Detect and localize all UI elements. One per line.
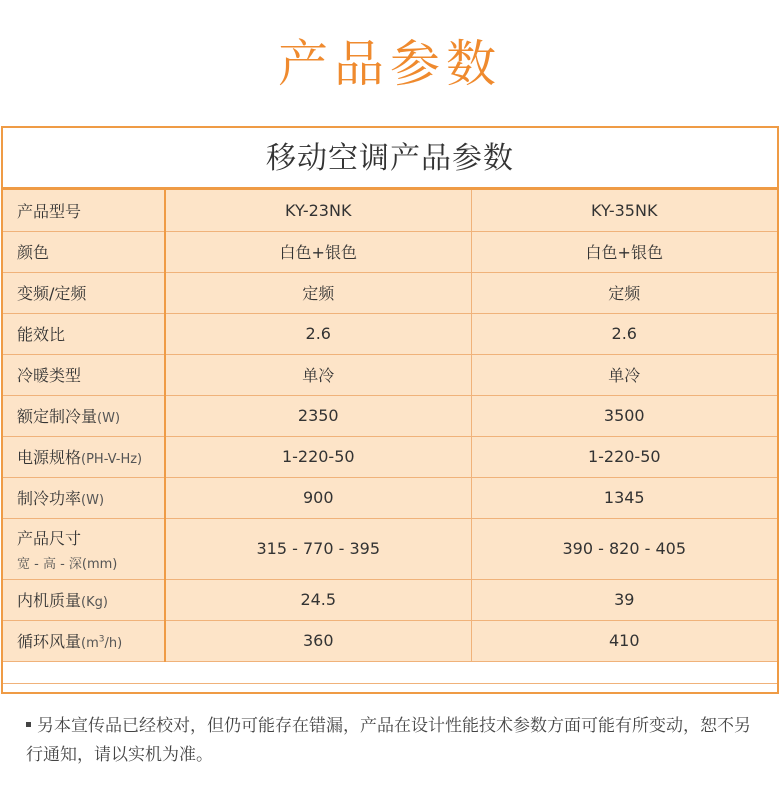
row-unit: $(m^3/h)$ (81, 634, 123, 651)
row-unit: (PH-V-Hz) (81, 452, 143, 467)
params-table (3, 190, 777, 662)
row-label: 制冷功率(W) (3, 477, 165, 518)
model-1-value: 360 (165, 620, 471, 661)
table-row (3, 231, 777, 272)
model-2-value: 390 - 820 - 405 (471, 518, 777, 579)
model-1-value: 315 - 770 - 395 (165, 518, 471, 579)
model-2-value: 2.6 (471, 313, 777, 354)
row-unit: (W) (97, 411, 121, 426)
table-row (3, 518, 777, 579)
table-row (3, 436, 777, 477)
row-label: 产品尺寸 宽 - 高 - 深(mm) (3, 518, 165, 579)
table-row (3, 579, 777, 620)
params-table-panel (1, 126, 779, 694)
row-label: 电源规格(PH-V-Hz) (3, 436, 165, 477)
model-2-value: 410 (471, 620, 777, 661)
row-unit: (Kg) (81, 595, 108, 610)
model-1-value: KY-23NK (165, 190, 471, 231)
table-row (3, 477, 777, 518)
model-1-value: 定频 (165, 272, 471, 313)
model-2-value: KY-35NK (471, 190, 777, 231)
model-1-value: 白色+银色 (165, 231, 471, 272)
row-label: 冷暖类型 (3, 354, 165, 395)
model-1-value: 单冷 (165, 354, 471, 395)
bullet-icon (26, 722, 31, 727)
model-1-value: 2.6 (165, 313, 471, 354)
row-label: 颜色 (3, 231, 165, 272)
row-sublabel: 宽 - 高 - 深(mm) (17, 556, 118, 572)
model-2-value: 定频 (471, 272, 777, 313)
model-2-value: 1-220-50 (471, 436, 777, 477)
model-2-value: 1345 (471, 477, 777, 518)
table-row (3, 190, 777, 231)
model-2-value: 单冷 (471, 354, 777, 395)
model-1-value: 900 (165, 477, 471, 518)
table-title: 移动空调产品参数 (3, 128, 777, 190)
page-title: 产品参数 (278, 35, 502, 93)
model-2-value: 3500 (471, 395, 777, 436)
row-label: 能效比 (3, 313, 165, 354)
model-1-value: 2350 (165, 395, 471, 436)
row-label: 内机质量(Kg) (3, 579, 165, 620)
model-2-value: 39 (471, 579, 777, 620)
row-label: 变频/定频 (3, 272, 165, 313)
table-row (3, 272, 777, 313)
model-1-value: 24.5 (165, 579, 471, 620)
table-row (3, 313, 777, 354)
row-label: 循环风量$(m^3/h)$ (3, 620, 165, 661)
table-row (3, 395, 777, 436)
table-row (3, 354, 777, 395)
table-row (3, 620, 777, 661)
table-spacer-row (3, 662, 777, 684)
row-label: 产品型号 (3, 190, 165, 231)
disclaimer-note: 另本宣传品已经校对，但仍可能存在错漏，产品在设计性能技术参数方面可能有所变动，恕不另行通知，请以实机为准。 (26, 716, 751, 765)
row-label: 额定制冷量(W) (3, 395, 165, 436)
model-1-value: 1-220-50 (165, 436, 471, 477)
row-unit: (W) (81, 493, 105, 508)
model-2-value: 白色+银色 (471, 231, 777, 272)
